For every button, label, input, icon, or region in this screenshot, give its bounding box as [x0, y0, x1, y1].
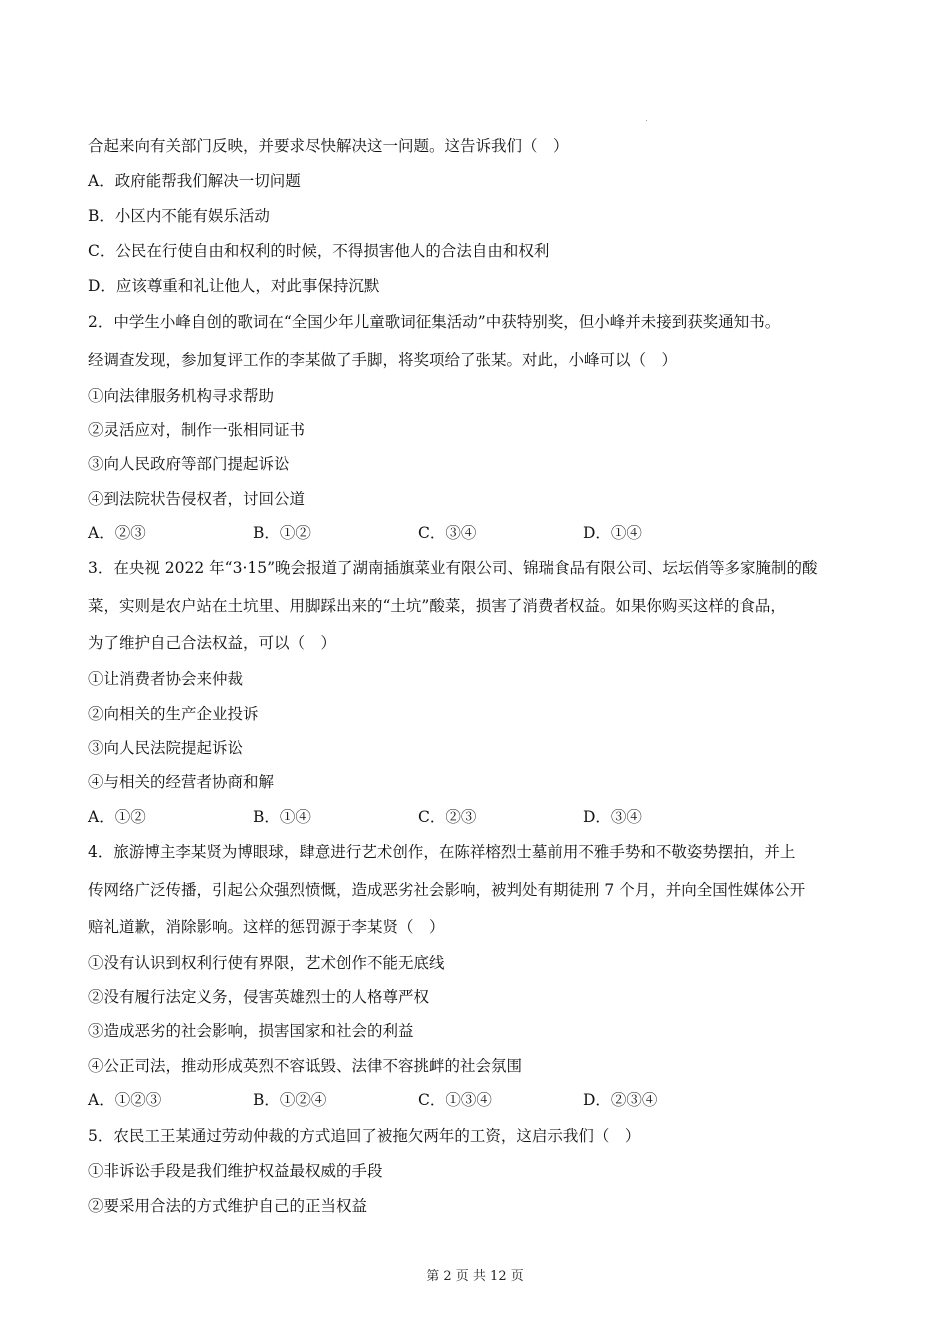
q3-item-3: ③向人民法院提起诉讼	[88, 739, 244, 757]
q3-stem-line-3: 为了维护自己合法权益，可以（ ）	[88, 634, 337, 652]
q2-choice-b: B．①②	[253, 524, 311, 542]
q3-item-1: ①让消费者协会来仲裁	[88, 670, 244, 688]
q4-choice-b: B．①②④	[253, 1091, 327, 1109]
q1-option-c: C．公民在行使自由和权利的时候，不得损害他人的合法自由和权利	[88, 242, 550, 260]
q3-choice-c: C．②③	[418, 808, 477, 826]
q4-stem-line-1: 4．旅游博主李某贤为博眼球，肆意进行艺术创作，在陈祥榕烈士墓前用不雅手势和不敬姿势摆拍，并上	[88, 843, 796, 861]
q4-choice-c: C．①③④	[418, 1091, 492, 1109]
q3-stem-line-1: 3．在央视 2022 年“3·15”晚会报道了湖南插旗菜业有限公司、锦瑞食品有限公司、坛坛俏等多家腌制的酸	[88, 559, 818, 577]
q2-choice-d: D．①④	[583, 524, 642, 542]
q5-item-2: ②要采用合法的方式维护自己的正当权益	[88, 1197, 368, 1215]
q4-item-2: ②没有履行法定义务，侵害英雄烈士的人格尊严权	[88, 988, 430, 1006]
q2-stem-line-2: 经调查发现，参加复评工作的李某做了手脚，将奖项给了张某。对此，小峰可以（ ）	[88, 351, 678, 369]
q4-item-1: ①没有认识到权利行使有界限，艺术创作不能无底线	[88, 954, 445, 972]
q2-item-2: ②灵活应对，制作一张相同证书	[88, 421, 306, 439]
q1-stem-tail: 合起来向有关部门反映，并要求尽快解决这一问题。这告诉我们（ ）	[88, 137, 569, 155]
q3-item-2: ②向相关的生产企业投诉	[88, 705, 259, 723]
q4-stem-line-2: 传网络广泛传播，引起公众强烈愤慨，造成恶劣社会影响，被判处有期徒刑 7 个月，并向全国性媒体公开	[88, 881, 806, 899]
q5-item-1: ①非诉讼手段是我们维护权益最权威的手段	[88, 1162, 383, 1180]
q2-item-1: ①向法律服务机构寻求帮助	[88, 387, 275, 405]
q4-choice-a: A．①②③	[88, 1091, 162, 1109]
q4-item-3: ③造成恶劣的社会影响，损害国家和社会的利益	[88, 1022, 414, 1040]
q2-stem-line-1: 2．中学生小峰自创的歌词在“全国少年儿童歌词征集活动”中获特别奖，但小峰并未接到获奖通知书。	[88, 313, 781, 331]
q2-choice-c: C．③④	[418, 524, 477, 542]
q1-option-a: A．政府能帮我们解决一切问题	[88, 172, 301, 190]
q4-choice-d: D．②③④	[583, 1091, 658, 1109]
scan-dot	[646, 120, 647, 121]
q2-choice-a: A．②③	[88, 524, 146, 542]
q4-item-4: ④公正司法，推动形成英烈不容诋毁、法律不容挑衅的社会氛围	[88, 1057, 523, 1075]
q3-item-4: ④与相关的经营者协商和解	[88, 773, 275, 791]
q1-option-b: B．小区内不能有娱乐活动	[88, 207, 270, 225]
q1-option-d: D．应该尊重和礼让他人，对此事保持沉默	[88, 277, 380, 295]
q3-stem-line-2: 菜，实则是农户站在土坑里、用脚踩出来的“土坑”酸菜，损害了消费者权益。如果你购买这样的食品，	[88, 597, 786, 615]
q5-stem-line-1: 5．农民工王某通过劳动仲裁的方式追回了被拖欠两年的工资，这启示我们（ ）	[88, 1127, 641, 1145]
q3-choice-a: A．①②	[88, 808, 146, 826]
page-footer: 第 2 页 共 12 页	[426, 1269, 524, 1284]
q3-choice-d: D．③④	[583, 808, 642, 826]
q2-item-4: ④到法院状告侵权者，讨回公道	[88, 490, 306, 508]
q2-item-3: ③向人民政府等部门提起诉讼	[88, 455, 290, 473]
q4-stem-line-3: 赔礼道歉，消除影响。这样的惩罚源于李某贤（ ）	[88, 918, 445, 936]
q3-choice-b: B．①④	[253, 808, 311, 826]
